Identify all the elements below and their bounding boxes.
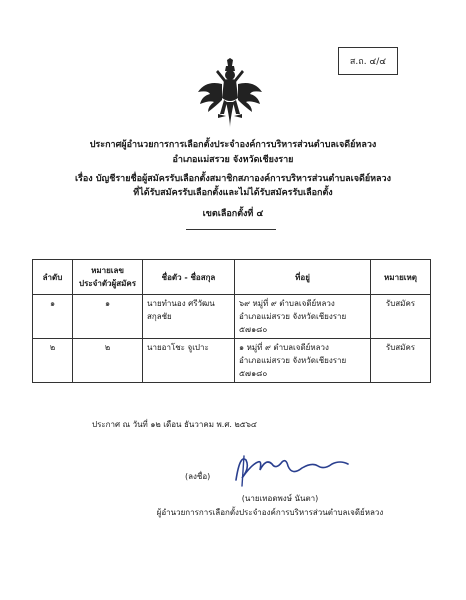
candidate-table <box>32 259 431 383</box>
col-header-candidate-number-line-1: หมายเลข <box>91 266 124 275</box>
row-remark: รับสมัคร <box>371 339 431 383</box>
row-address-line-3: ๕๗๑๘๐ <box>239 325 268 334</box>
signer-name: (นายเทอดพงษ์ นันตา) <box>241 494 319 503</box>
heading-line-4: ที่ได้รับสมัครรับเลือกตั้งและไม่ได้รับสมัครรับเลือกตั้ง <box>133 188 333 198</box>
row-address-line-1: ๖๙ หมู่ที่ ๙ ตำบลเจดีย์หลวง <box>239 299 335 308</box>
announcement-date: ประกาศ ณ วันที่ ๑๒ เดือน ธันวาคม พ.ศ. ๒๕๖๔ <box>92 420 257 429</box>
heading-line-2: อำเภอแม่สรวย จังหวัดเชียงราย <box>172 155 294 165</box>
heading-line-1: ประกาศผู้อำนวยการการเลือกตั้งประจำองค์การบริหารส่วนตำบลเจดีย์หลวง <box>89 140 377 150</box>
signature-prefix: (ลงชื่อ) <box>185 472 211 481</box>
row-candidate-number: ๒ <box>73 339 143 383</box>
signer-title: ผู้อำนวยการการเลือกตั้งประจำองค์การบริหารส่วนตำบลเจดีย์หลวง <box>156 508 384 517</box>
form-code: ส.ถ. ๔/๔ <box>349 57 387 67</box>
handwritten-signature <box>232 450 350 490</box>
heading-line-5: เขตเลือกตั้งที่ ๔ <box>202 209 264 219</box>
col-header-no: ลำดับ <box>33 260 73 295</box>
row-address <box>235 339 371 383</box>
row-address-line-3: ๕๗๑๘๐ <box>239 369 268 378</box>
col-header-name: ชื่อตัว - ชื่อสกุล <box>143 260 235 295</box>
row-address <box>235 295 371 339</box>
heading-line-3: เรื่อง บัญชีรายชื่อผู้สมัครรับเลือกตั้งสมาชิกสภาองค์การบริหารส่วนตำบลเจดีย์หลวง <box>74 174 392 184</box>
row-address-line-1: ๑ หมู่ที่ ๙ ตำบลเจดีย์หลวง <box>239 343 329 352</box>
row-address-line-2: อำเภอแม่สรวย จังหวัดเชียงราย <box>239 356 347 365</box>
col-header-address: ที่อยู่ <box>235 260 371 295</box>
col-header-candidate-number-line-2: ประจำตัวผู้สมัคร <box>78 279 137 288</box>
row-name: นายอาโชะ จูเปาะ <box>143 339 235 383</box>
row-no: ๒ <box>33 339 73 383</box>
form-code-box <box>338 47 398 75</box>
col-header-candidate-number <box>73 260 143 295</box>
garuda-emblem-icon <box>196 58 264 130</box>
row-name: นายทำนอง ศรีวัฒนสกุลชัย <box>143 295 235 339</box>
table-row <box>33 339 431 383</box>
row-candidate-number: ๑ <box>73 295 143 339</box>
row-address-line-2: อำเภอแม่สรวย จังหวัดเชียงราย <box>239 312 347 321</box>
table-header-row <box>33 260 431 295</box>
row-no: ๑ <box>33 295 73 339</box>
col-header-remark: หมายเหตุ <box>371 260 431 295</box>
row-remark: รับสมัคร <box>371 295 431 339</box>
heading-underline <box>186 229 276 230</box>
table-row <box>33 295 431 339</box>
